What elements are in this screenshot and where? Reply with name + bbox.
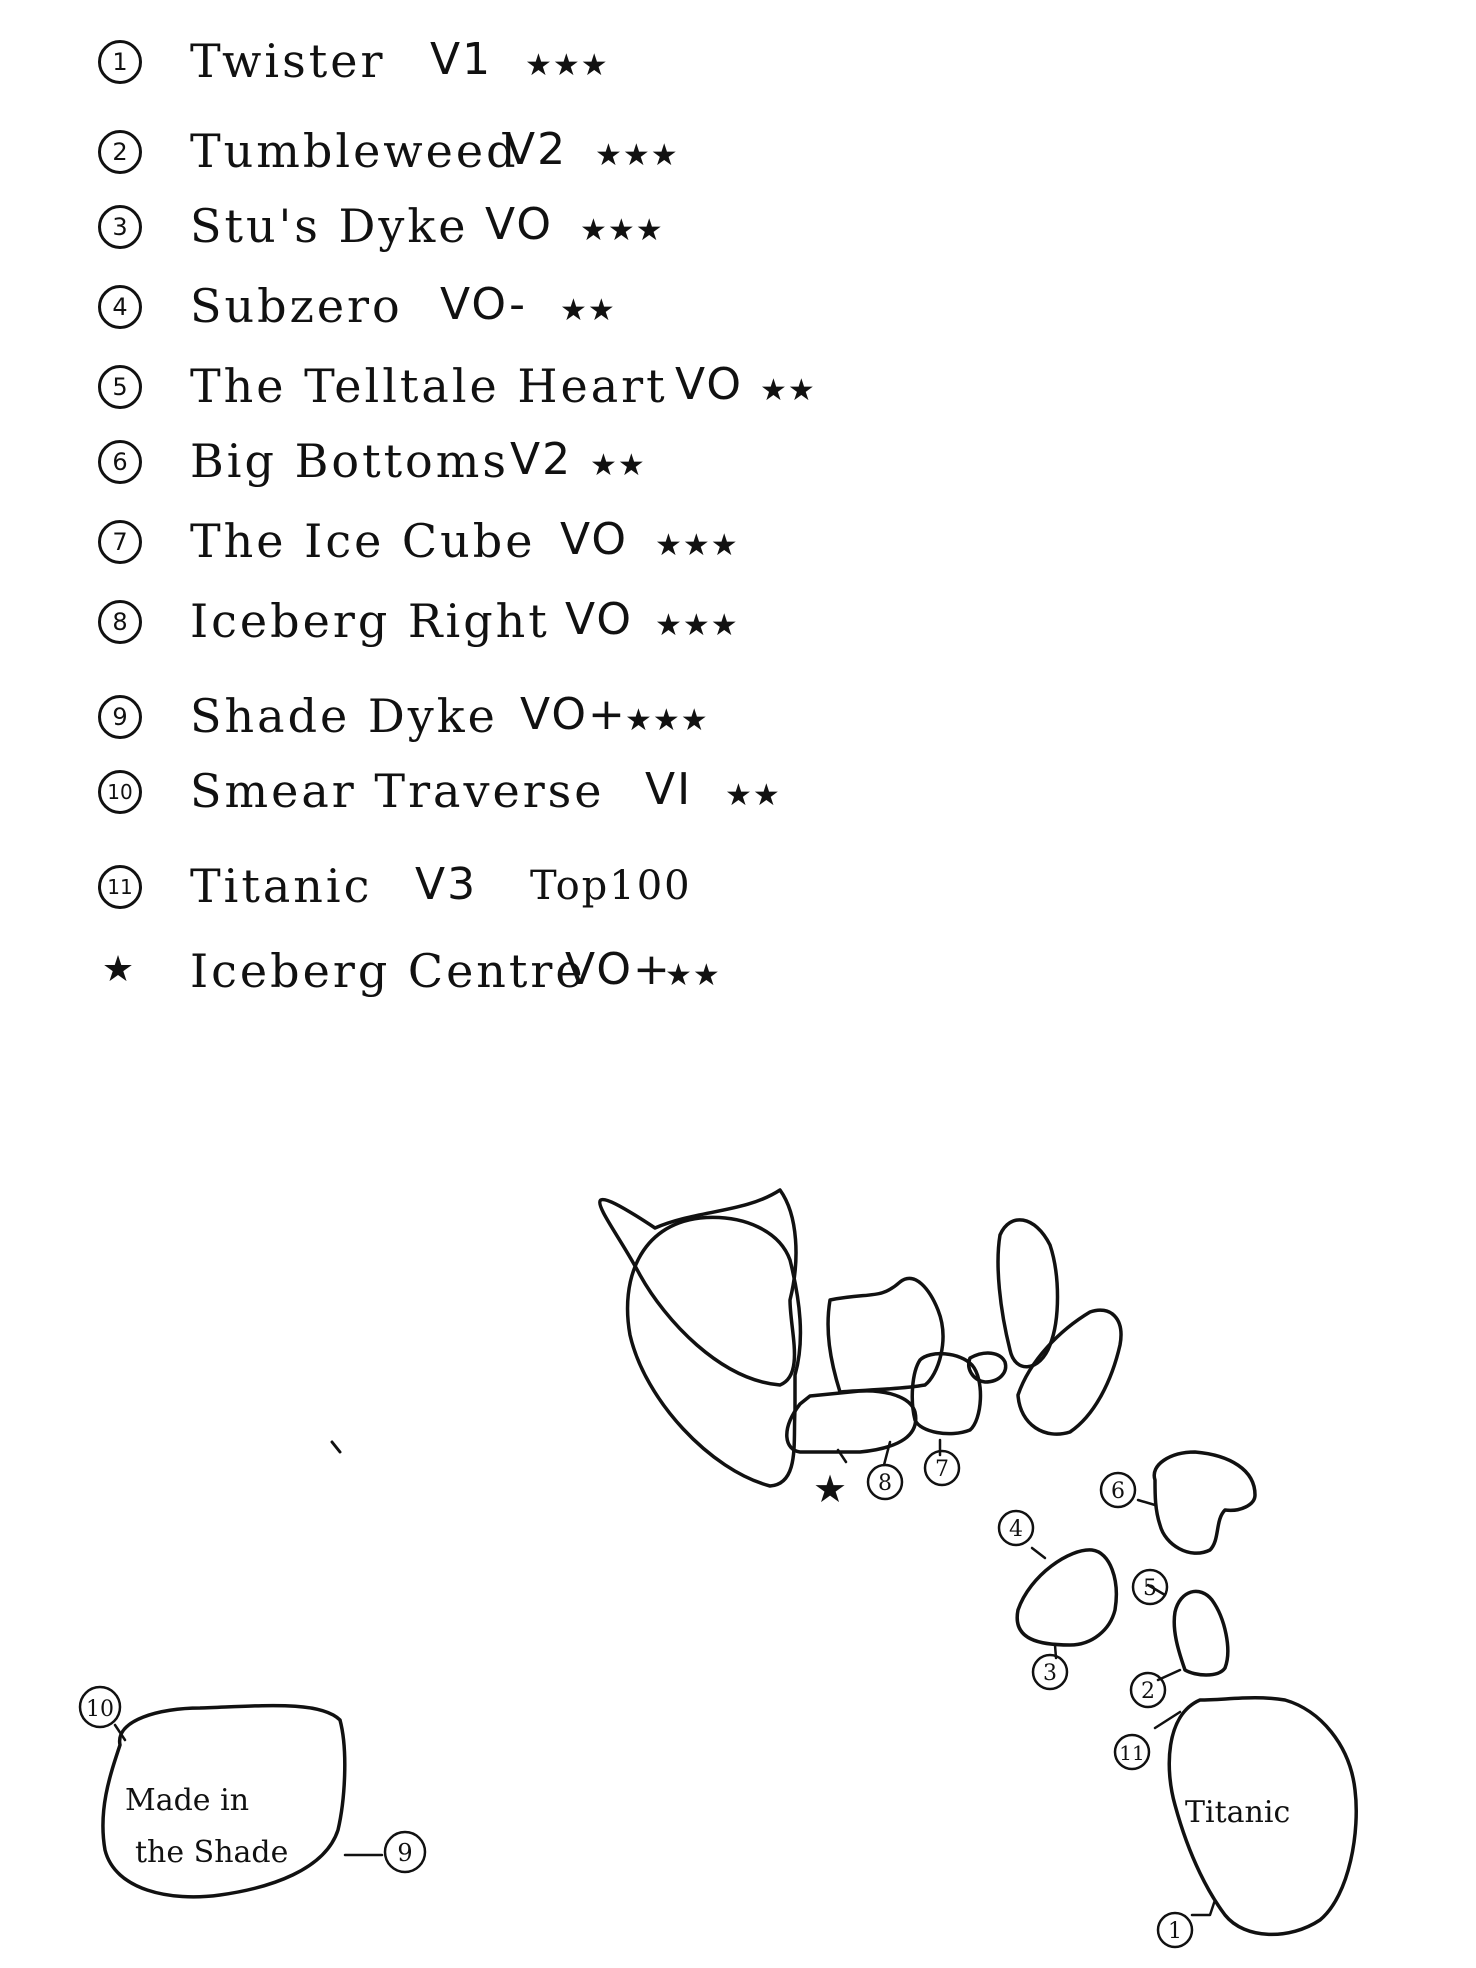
boulder-outline [628, 1217, 801, 1486]
route-name: Titanic [190, 859, 373, 913]
route-number: 8 [98, 600, 142, 644]
star-icon: ★ [101, 949, 135, 990]
map-marker-label: 6 [1111, 1479, 1125, 1504]
route-name: Big Bottoms [190, 434, 509, 488]
route-number: 4 [98, 285, 142, 329]
route-grade: V2 [510, 434, 573, 485]
route-grade: VO [565, 594, 633, 645]
route-name: Shade Dyke [190, 689, 498, 743]
map-marker-label: 2 [1141, 1679, 1155, 1704]
route-number: 10 [98, 770, 142, 814]
map-marker-label: 11 [1119, 1741, 1145, 1765]
route-number: 6 [98, 440, 142, 484]
route-number: 2 [98, 130, 142, 174]
route-grade: VI [645, 764, 693, 815]
route-grade: VO- [440, 279, 528, 330]
route-stars: Top100 [530, 863, 692, 909]
route-name: Smear Traverse [190, 764, 605, 818]
route-name: The Ice Cube [190, 514, 536, 568]
route-number: 1 [98, 40, 142, 84]
route-grade: VO [675, 359, 743, 410]
route-stars: ★★★ [655, 608, 739, 643]
route-number: 9 [98, 695, 142, 739]
boulder-outline [1018, 1310, 1121, 1434]
route-name: The Telltale Heart [190, 359, 668, 413]
shade-label-line2: the Shade [135, 1835, 289, 1870]
map-marker-label: 9 [397, 1839, 413, 1867]
route-name: Iceberg Right [190, 594, 550, 648]
route-number: 5 [98, 365, 142, 409]
boulder-outline [1017, 1550, 1116, 1645]
route-grade: V1 [430, 34, 493, 85]
map-markers [80, 1451, 1192, 1947]
titanic-label: Titanic [1185, 1795, 1291, 1830]
route-stars: ★★ [560, 293, 616, 328]
route-stars: ★★★ [625, 703, 709, 738]
route-number: 7 [98, 520, 142, 564]
map-marker-label: 4 [1009, 1517, 1023, 1542]
route-grade: VO+ [520, 689, 627, 740]
route-stars: ★★ [665, 958, 721, 993]
route-number: 3 [98, 205, 142, 249]
route-name: Stu's Dyke [190, 199, 469, 253]
map-marker-label: 10 [86, 1697, 114, 1722]
route-stars: ★★★ [595, 138, 679, 173]
route-stars: ★★★ [525, 48, 609, 83]
route-stars: ★★ [590, 448, 646, 483]
route-grade: VO [560, 514, 628, 565]
route-stars: ★★★ [580, 213, 664, 248]
route-stars: ★★★ [655, 528, 739, 563]
route-grade: VO [485, 199, 553, 250]
route-stars: ★★ [725, 778, 781, 813]
shade-label-line1: Made in [125, 1783, 250, 1818]
boulder-outline [828, 1278, 943, 1392]
boulder-outline [787, 1391, 916, 1452]
map-marker-label: 5 [1143, 1576, 1157, 1601]
map-marker-label: 3 [1043, 1661, 1057, 1686]
map-marker-label: 7 [935, 1457, 949, 1482]
boulder-outline [1154, 1452, 1255, 1553]
map-marker-label: 8 [878, 1471, 892, 1496]
route-name: Tumbleweed [190, 124, 519, 178]
route-name: Twister [190, 34, 386, 88]
star-icon: ★ [812, 1467, 848, 1511]
route-name: Iceberg Centre [190, 944, 586, 998]
boulder-outline [1174, 1591, 1228, 1675]
map-marker-label: 1 [1168, 1919, 1182, 1944]
route-stars: ★★ [760, 373, 816, 408]
route-name: Subzero [190, 279, 403, 333]
route-number: 11 [98, 865, 142, 909]
pen-mark [332, 1442, 340, 1452]
route-grade: VO+ [565, 944, 672, 995]
route-grade: V2 [505, 124, 568, 175]
route-grade: V3 [415, 859, 478, 910]
